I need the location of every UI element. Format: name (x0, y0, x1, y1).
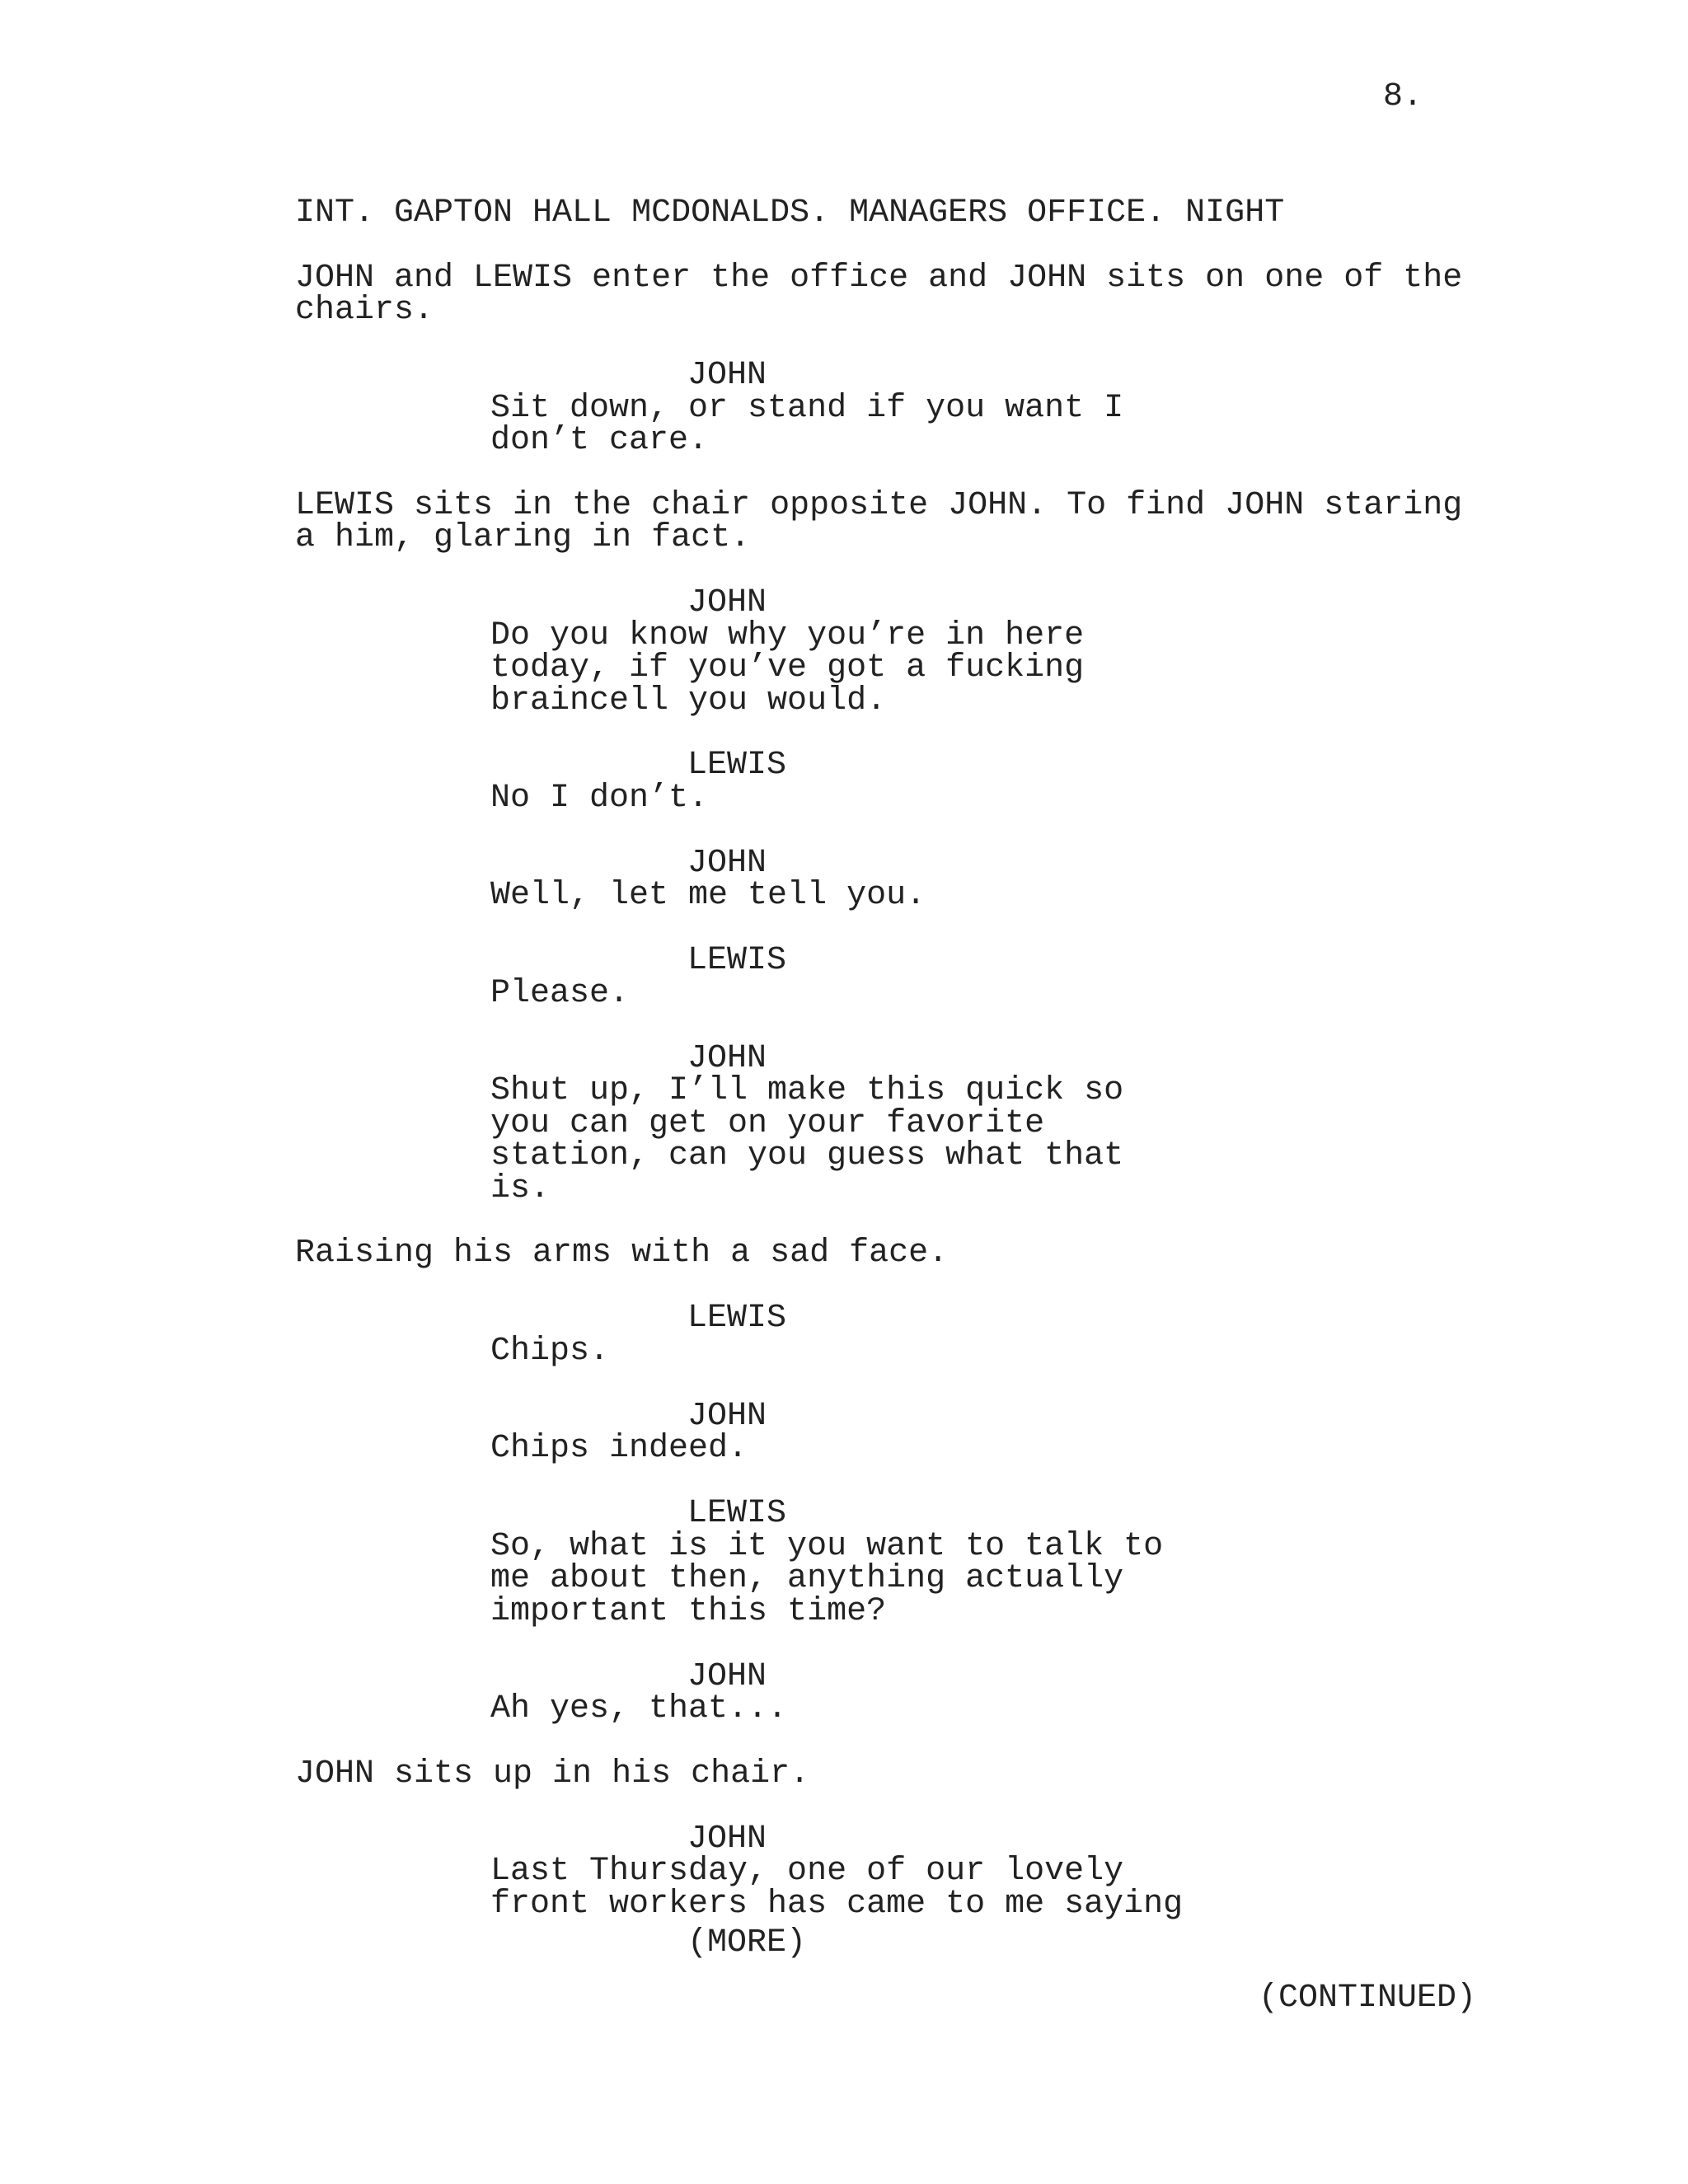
scene-heading: INT. GAPTON HALL MCDONALDS. MANAGERS OFFICE. NIGHT (295, 194, 1285, 232)
page-number: 8. (1383, 78, 1423, 115)
dialogue-line: important this time? (490, 1593, 887, 1630)
action-line: JOHN and LEWIS enter the office and JOHN sits on one of the (295, 260, 1463, 297)
character-name: JOHN (687, 1040, 767, 1077)
character-name: LEWIS (687, 747, 787, 784)
action-line: chairs. (295, 292, 434, 329)
action-line: LEWIS sits in the chair opposite JOHN. To find JOHN staring (295, 487, 1463, 524)
dialogue-line: is. (490, 1170, 551, 1207)
dialogue-line: Sit down, or stand if you want I (490, 390, 1124, 427)
dialogue-line: front workers has came to me saying (490, 1886, 1184, 1923)
character-name: LEWIS (687, 1300, 787, 1337)
dialogue-line: don’t care. (490, 422, 709, 459)
dialogue-line: you can get on your favorite (490, 1105, 1045, 1142)
dialogue-line: today, if you’ve got a fucking (490, 649, 1085, 687)
character-name: JOHN (687, 845, 767, 882)
dialogue-line: me about then, anything actually (490, 1560, 1124, 1597)
dialogue-line: Do you know why you’re in here (490, 617, 1085, 654)
action-line: a him, glaring in fact. (295, 519, 751, 556)
character-name: JOHN (687, 357, 767, 394)
continued-marker: (CONTINUED) (1259, 1980, 1477, 2017)
more-marker: (MORE) (687, 1924, 807, 1961)
character-name: JOHN (687, 1821, 767, 1858)
dialogue-line: Chips indeed. (490, 1430, 748, 1467)
dialogue-line: Shut up, I’ll make this quick so (490, 1072, 1124, 1109)
dialogue-line: Ah yes, that... (490, 1690, 788, 1727)
dialogue-line: braincell you would. (490, 682, 887, 719)
dialogue-line: Chips. (490, 1333, 610, 1370)
character-name: JOHN (687, 584, 767, 621)
dialogue-line: So, what is it you want to talk to (490, 1528, 1164, 1565)
dialogue-line: station, can you guess what that (490, 1137, 1124, 1174)
action-line: Raising his arms with a sad face. (295, 1235, 949, 1272)
character-name: LEWIS (687, 1495, 787, 1532)
character-name: LEWIS (687, 942, 787, 979)
dialogue-line: Well, let me tell you. (490, 877, 926, 914)
action-line: JOHN sits up in his chair. (295, 1755, 810, 1793)
dialogue-line: Please. (490, 975, 630, 1012)
dialogue-line: Last Thursday, one of our lovely (490, 1853, 1124, 1890)
character-name: JOHN (687, 1398, 767, 1435)
dialogue-line: No I don’t. (490, 780, 709, 817)
character-name: JOHN (687, 1658, 767, 1695)
